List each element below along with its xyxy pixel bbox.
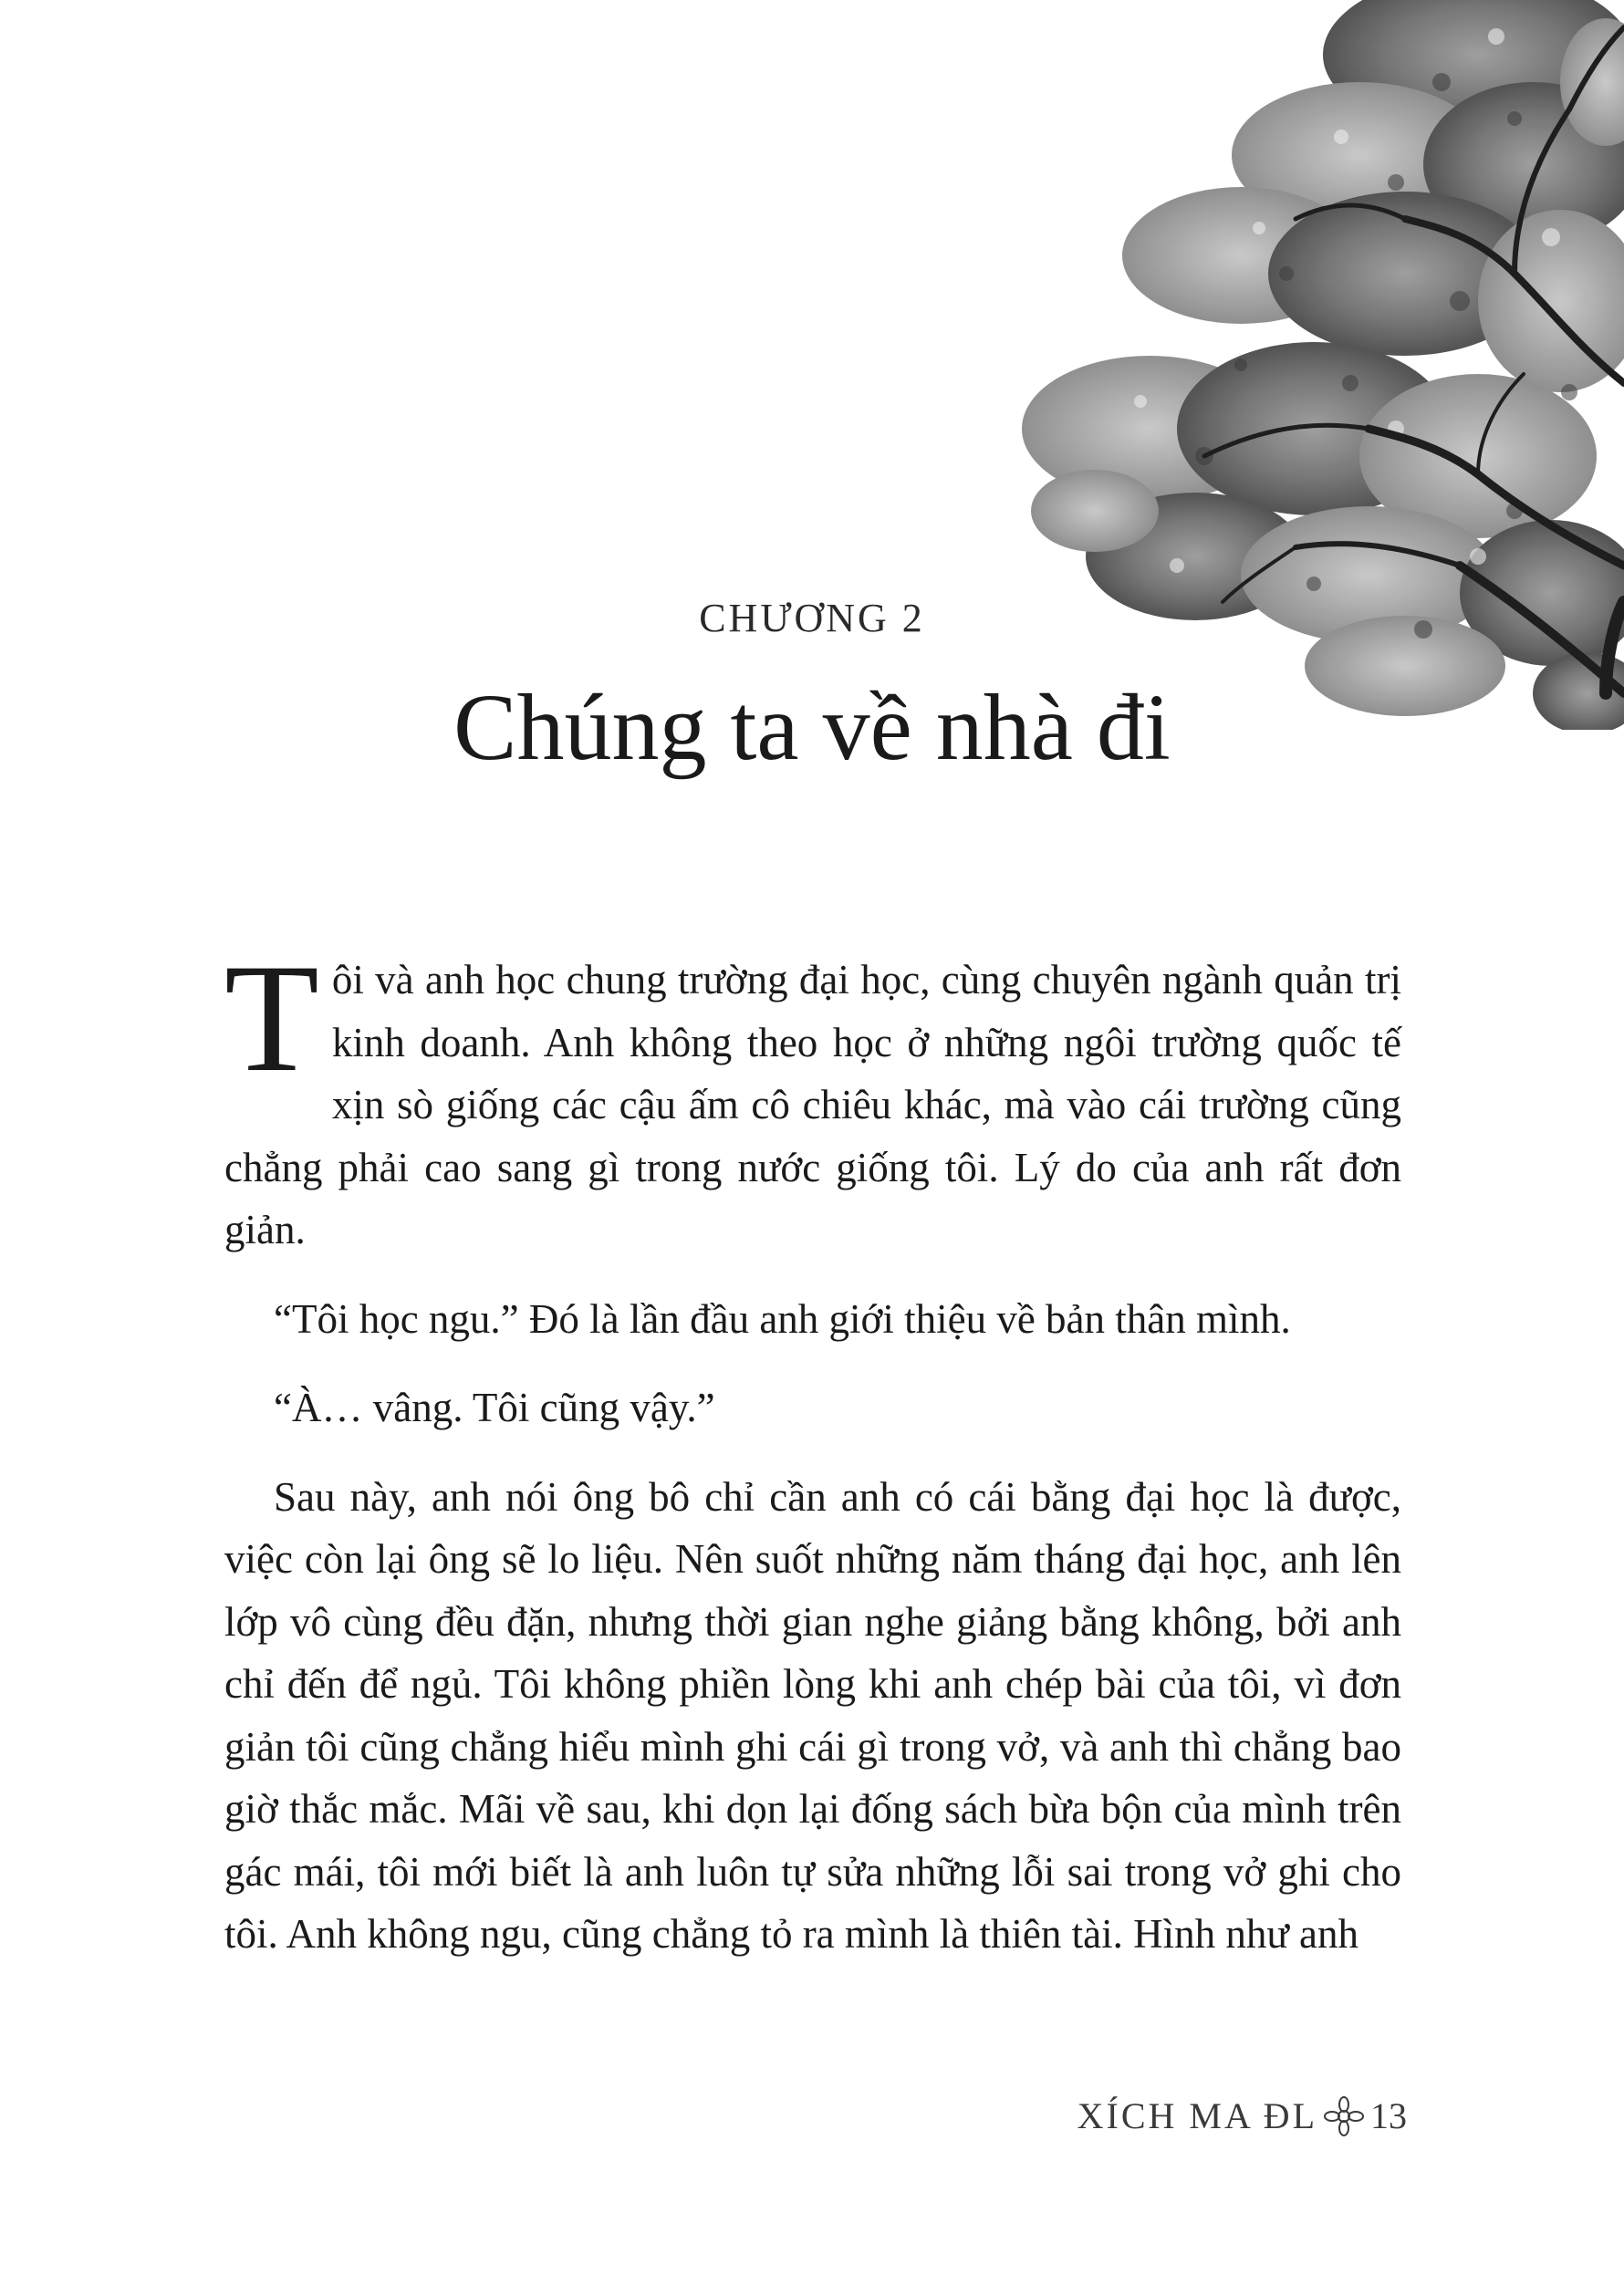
- chapter-title: Chúng ta về nhà đi: [453, 675, 1171, 780]
- paragraph-3: “À… vâng. Tôi cũng vậy.”: [274, 1385, 715, 1430]
- paragraph-1: Tôi và anh học chung trường đại học, cùng chuyên ngành quản trị kinh doanh. Anh không theo học ở những ngôi trường quốc tế xịn sò giống các cậu ấm cô chiêu khác, mà vào cái trường cũng chẳng phải cao sang gì trong nước giống tôi. Lý do của anh rất đơn giản.: [224, 932, 1401, 1252]
- paragraph-4: Sau này, anh nói ông bô chỉ cần anh có cái bằng đại học là được, việc còn lại ông sẽ lo liệu. Nên suốt những năm tháng đại học, anh lên lớp vô cùng đều đặn, nhưng thời gian nghe giảng bằng không, bởi anh chỉ đến để ngủ. Tôi không phiền lòng khi anh chép bài của tôi, vì đơn giản tôi cũng chẳng hiểu mình ghi cái gì trong vở, và anh thì chẳng bao giờ thắc mắc. Mãi về sau, khi dọn lại đống sách bừa bộn của mình trên gác mái, tôi mới biết là anh luôn tự sửa những lỗi sai trong vở ghi cho tôi. Anh không ngu, cũng chẳng tỏ ra mình là thiên tài. Hình như anh: [224, 1473, 1401, 1957]
- chapter-label: CHƯƠNG 2: [699, 596, 925, 640]
- dropcap: T: [224, 932, 319, 1104]
- flower-ornament-icon: [1323, 2095, 1365, 2137]
- page-footer: [1077, 2094, 1407, 2137]
- paragraph-2: “Tôi học ngu.” Đó là lần đầu anh giới thiệu về bản thân mình.: [274, 1295, 1291, 1342]
- body-text: [224, 932, 1401, 1992]
- page-number: 13: [1370, 2095, 1407, 2136]
- book-title: XÍCH MA ĐL: [1077, 2095, 1317, 2136]
